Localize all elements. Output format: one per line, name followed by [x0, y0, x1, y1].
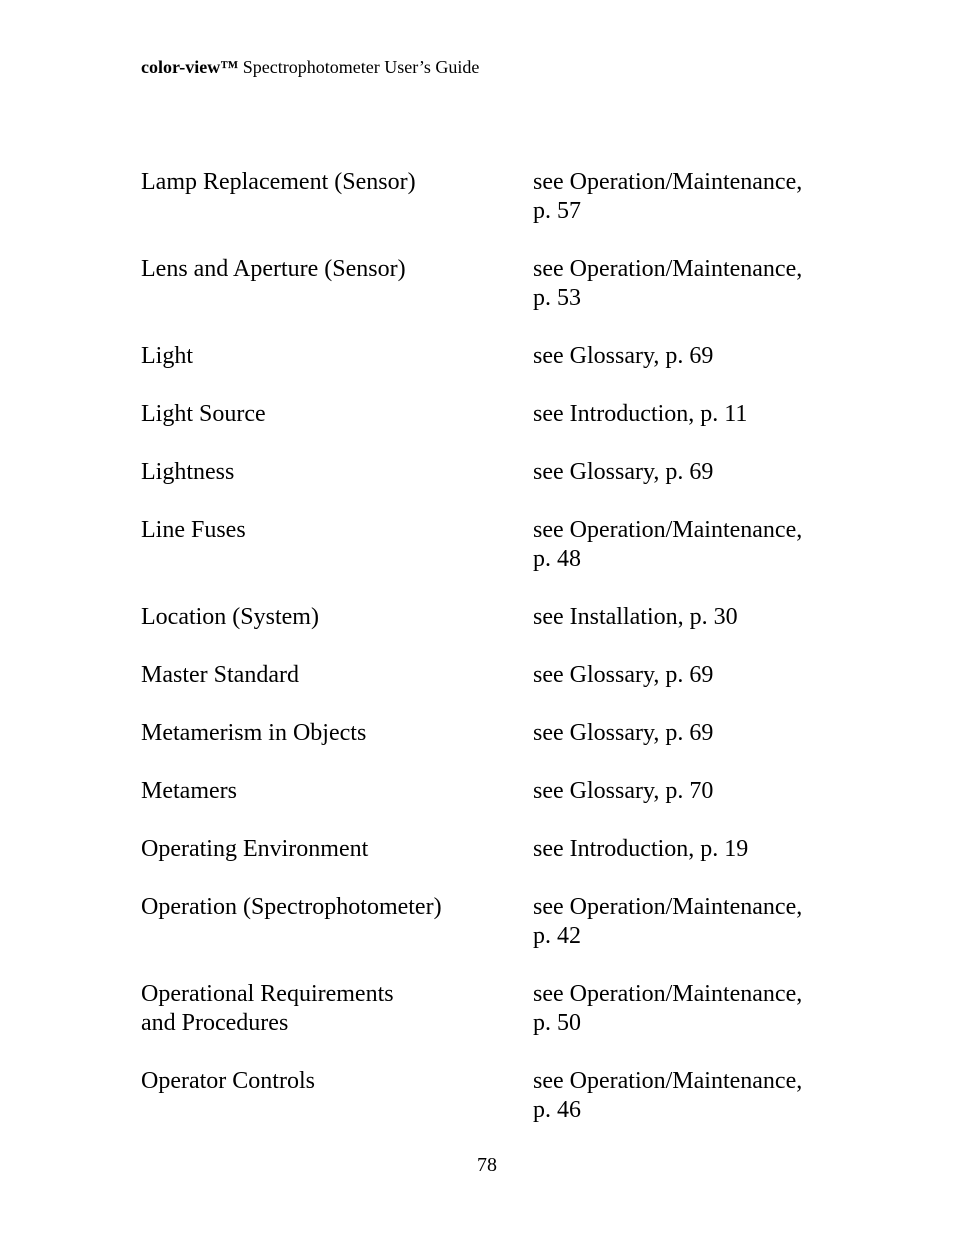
- index-entry: [141, 342, 861, 371]
- index-entry: [141, 835, 861, 864]
- entry-term-line: Metamers: [141, 778, 237, 804]
- header-brand: color-view™: [141, 57, 239, 77]
- entry-term: [141, 777, 533, 806]
- entry-reference-line: p. 42: [533, 923, 581, 949]
- index-entry: [141, 719, 861, 748]
- entry-reference-line: p. 48: [533, 546, 581, 572]
- entry-reference-line: see Glossary, p. 69: [533, 662, 714, 688]
- entry-reference: [533, 516, 861, 574]
- entry-reference: [533, 1067, 861, 1125]
- entry-reference: [533, 168, 861, 226]
- entry-term: [141, 835, 533, 864]
- index-entry: [141, 893, 861, 951]
- index-entry: [141, 980, 861, 1038]
- entry-term-line: Line Fuses: [141, 517, 246, 543]
- index-entry: [141, 603, 861, 632]
- entry-term-line: Operator Controls: [141, 1068, 315, 1094]
- entry-reference-line: p. 53: [533, 285, 581, 311]
- entry-term-line: Master Standard: [141, 662, 299, 688]
- entry-term: [141, 516, 533, 574]
- entry-reference: [533, 400, 861, 429]
- entry-reference: [533, 603, 861, 632]
- entry-term: [141, 661, 533, 690]
- entry-term: [141, 168, 533, 226]
- running-header: [141, 56, 479, 78]
- index-entry: [141, 255, 861, 313]
- entry-reference-line: see Operation/Maintenance,: [533, 169, 803, 195]
- entry-term-line: and Procedures: [141, 1010, 289, 1036]
- index-entry: [141, 777, 861, 806]
- entry-reference: [533, 661, 861, 690]
- header-title: Spectrophotometer User’s Guide: [238, 57, 480, 77]
- entry-reference-line: see Operation/Maintenance,: [533, 981, 803, 1007]
- index-entry: [141, 661, 861, 690]
- entry-term: [141, 719, 533, 748]
- entry-term: [141, 255, 533, 313]
- entry-term-line: Lightness: [141, 459, 235, 485]
- entry-reference: [533, 342, 861, 371]
- index-entry: [141, 458, 861, 487]
- entry-reference-line: see Operation/Maintenance,: [533, 256, 803, 282]
- entry-reference: [533, 893, 861, 951]
- entry-term-line: Metamerism in Objects: [141, 720, 367, 746]
- entry-reference: [533, 719, 861, 748]
- index-entry: [141, 1067, 861, 1125]
- index-entry: [141, 168, 861, 226]
- entry-term: [141, 458, 533, 487]
- entry-term: [141, 400, 533, 429]
- entry-reference-line: see Glossary, p. 69: [533, 720, 714, 746]
- entry-reference-line: see Operation/Maintenance,: [533, 894, 803, 920]
- entry-term-line: Operation (Spectrophotometer): [141, 894, 442, 920]
- index-entry: [141, 516, 861, 574]
- entry-term-line: Location (System): [141, 604, 319, 630]
- entry-term-line: Light Source: [141, 401, 266, 427]
- entry-reference-line: see Introduction, p. 19: [533, 836, 749, 862]
- entry-reference-line: see Operation/Maintenance,: [533, 517, 803, 543]
- entry-reference-line: p. 50: [533, 1010, 581, 1036]
- entry-reference: [533, 458, 861, 487]
- entry-term-line: Operating Environment: [141, 836, 369, 862]
- index-entry: [141, 400, 861, 429]
- entry-reference-line: p. 57: [533, 198, 581, 224]
- entry-term: [141, 1067, 533, 1125]
- entry-reference-line: see Installation, p. 30: [533, 604, 738, 630]
- entry-reference-line: see Glossary, p. 70: [533, 778, 714, 804]
- entry-term: [141, 342, 533, 371]
- entry-reference-line: see Glossary, p. 69: [533, 343, 714, 369]
- entry-reference-line: see Glossary, p. 69: [533, 459, 714, 485]
- entry-term-line: Light: [141, 343, 193, 369]
- entry-term: [141, 603, 533, 632]
- entry-term-line: Lens and Aperture (Sensor): [141, 256, 406, 282]
- entry-term-line: Lamp Replacement (Sensor): [141, 169, 416, 195]
- entry-reference: [533, 777, 861, 806]
- entry-term-line: Operational Requirements: [141, 981, 394, 1007]
- entry-reference-line: see Introduction, p. 11: [533, 401, 748, 427]
- page-number: 78: [477, 1154, 497, 1176]
- entry-reference-line: p. 46: [533, 1097, 581, 1123]
- entry-term: [141, 893, 533, 951]
- entry-reference-line: see Operation/Maintenance,: [533, 1068, 803, 1094]
- entry-term: [141, 980, 533, 1038]
- entry-reference: [533, 255, 861, 313]
- index-list: [141, 168, 861, 1154]
- entry-reference: [533, 835, 861, 864]
- entry-reference: [533, 980, 861, 1038]
